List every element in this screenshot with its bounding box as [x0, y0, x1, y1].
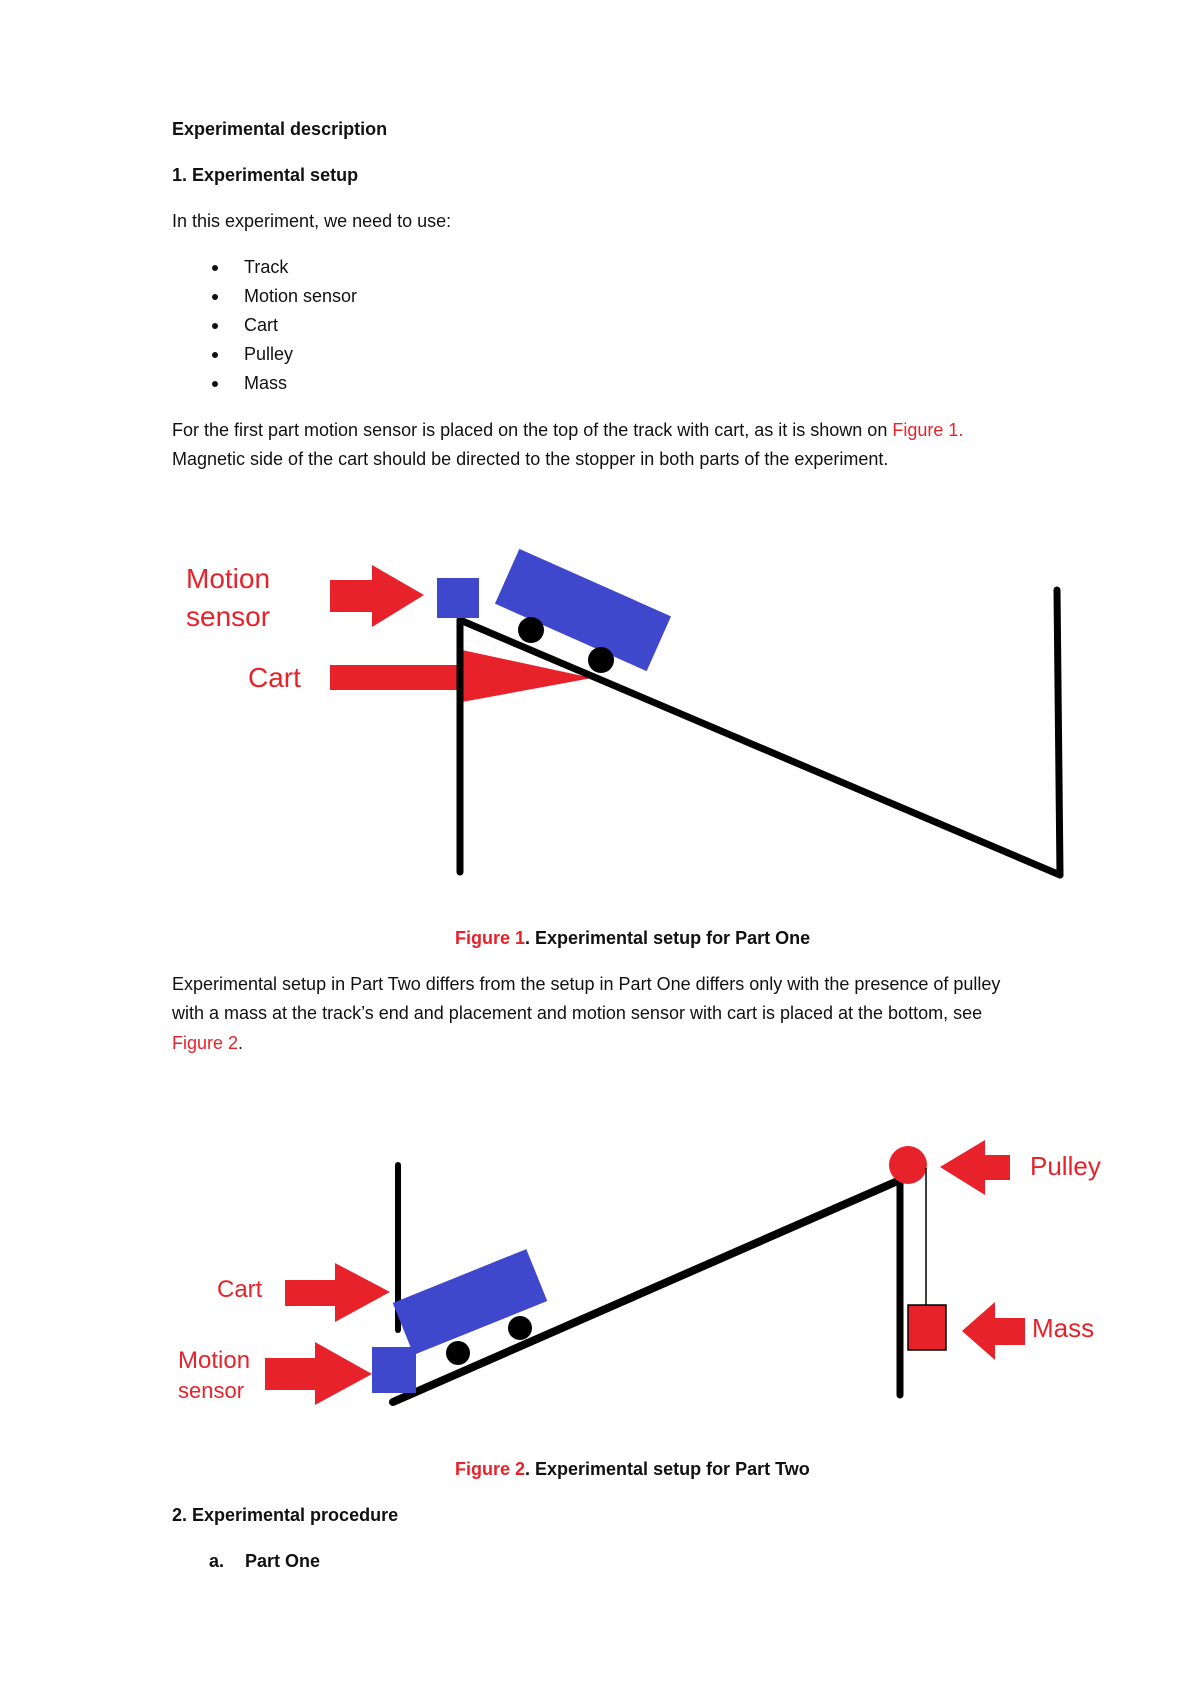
motion-sensor-arrow [330, 565, 424, 627]
paragraph-2-line-1: Experimental setup in Part Two differs from the setup in Part One differs only with the presence of pulley [172, 974, 1001, 994]
cart-label-2: Cart [217, 1276, 263, 1303]
intro-text: In this experiment, we need to use: [172, 211, 452, 231]
subsection-a-label: Part One [245, 1551, 321, 1571]
motion-sensor-arrow-2 [265, 1342, 372, 1405]
mass-arrow [962, 1302, 1025, 1360]
figure-1 [186, 549, 1060, 875]
cart-wheel-icon [446, 1341, 470, 1365]
paragraph-2-line-2: with a mass at the track’s end and placement and motion sensor with cart is placed at the bottom, see [172, 1003, 983, 1023]
motion-sensor-block-2 [372, 1347, 416, 1393]
bullet-icon [212, 381, 218, 387]
figure-2-link[interactable]: Figure 2 [172, 1033, 239, 1053]
bullet-icon [212, 265, 218, 271]
pulley-wheel [889, 1146, 927, 1184]
paragraph-1-line-2: Magnetic side of the cart should be directed to the stopper in both parts of the experiment. [172, 449, 889, 469]
cart-wheel-icon [508, 1316, 532, 1340]
pulley-label: Pulley [1030, 1151, 1101, 1181]
hanging-mass [908, 1305, 946, 1350]
figure-1-caption: Figure 1. Experimental setup for Part One [455, 928, 811, 948]
motion-sensor-label-line-2: sensor [186, 601, 271, 632]
figure-2 [178, 1140, 1101, 1405]
section-2-heading: 2. Experimental procedure [172, 1505, 399, 1525]
bullet-icon [212, 323, 218, 329]
pulley-arrow [940, 1140, 1010, 1195]
bullet-icon [212, 294, 218, 300]
document-heading: Experimental description [172, 119, 388, 139]
stopper-post [1057, 590, 1060, 875]
figure-2-caption: Figure 2. Experimental setup for Part Two [455, 1459, 810, 1479]
mass-label: Mass [1032, 1313, 1095, 1343]
motion-sensor-block [437, 578, 479, 618]
cart-arrow-2 [285, 1263, 390, 1322]
cart-arrow [330, 650, 592, 702]
bullet-icon [212, 352, 218, 358]
motion-sensor-label-2-line-2: sensor [178, 1378, 245, 1403]
section-1-heading: 1. Experimental setup [172, 165, 359, 185]
subsection-a-marker: a. [209, 1551, 225, 1571]
cart-wheel-icon [588, 647, 614, 673]
figure-1-link[interactable]: Figure 1. [892, 420, 964, 440]
paragraph-2-line-3: Figure 2. [172, 1033, 244, 1053]
cart [495, 549, 671, 671]
inclined-track [460, 620, 1060, 875]
motion-sensor-label-line-1: Motion [186, 563, 271, 594]
document-page: Experimental description 1. Experimental setup In this experiment, we need to use: Track Motion sensor Cart Pulley Mass For the first part motion sensor is placed on the top of the track with cart, as it is shown on Figure 1. Magnetic side of the cart should be directed to the stopper in both parts of the experiment. Motion sensor Cart Cart Motion sensor Pulley Mass Figure 1. Experimental setup for Part One Experimental setup in Part Two differs from the setup in Part One differs only with the presence of pulley with a mass at the track’s end and placement and motion sensor with cart is placed at the bottom, see Figure 2. Figure 2. Experimental setup for Part Two 2. Experimental procedure a. Part One [0, 0, 1200, 1698]
inclined-track-2 [393, 1180, 900, 1402]
cart-label: Cart [248, 662, 301, 693]
paragraph-1-line-1: For the first part motion sensor is placed on the top of the track with cart, as it is shown on Figure 1. [172, 420, 964, 440]
cart-wheel-icon [518, 617, 544, 643]
cart-2 [393, 1249, 547, 1355]
motion-sensor-label-2-line-1: Motion [178, 1347, 251, 1374]
